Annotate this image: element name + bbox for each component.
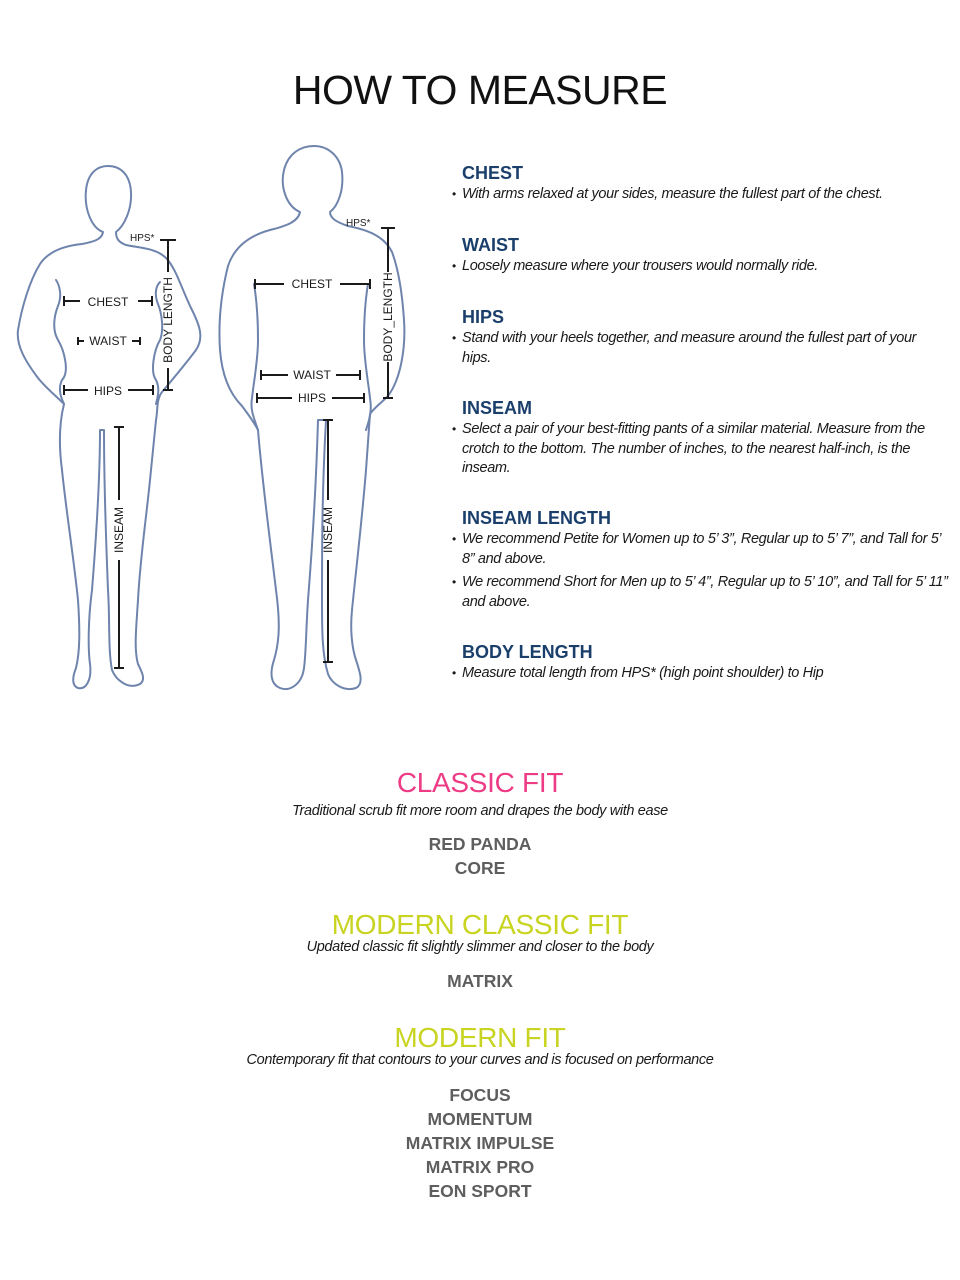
- section-heading: CHEST: [462, 163, 524, 183]
- section-heading: BODY LENGTH: [462, 642, 593, 662]
- instruction-bullet: • With arms relaxed at your sides, measure the fullest part of the chest.: [452, 185, 952, 205]
- instruction-bullet: • Stand with your heels together, and measure around the fullest part of your hips.: [452, 329, 942, 368]
- section-inseam: [452, 397, 952, 479]
- fit-modern: [0, 1020, 960, 1203]
- section-heading: HIPS: [462, 307, 505, 327]
- male-hips-label: HIPS: [297, 391, 327, 405]
- fit-title: MODERN CLASSIC FIT: [331, 909, 629, 940]
- fit-product: EON SPORT: [428, 1181, 532, 1201]
- section-body-length: [452, 641, 952, 684]
- female-chest-label: CHEST: [87, 295, 129, 309]
- fit-product: CORE: [454, 858, 506, 878]
- fit-product-list: [0, 969, 960, 993]
- instruction-bullet: • Loosely measure where your trousers would normally ride.: [452, 257, 952, 277]
- fit-product-list: [0, 1083, 960, 1203]
- section-waist: [452, 234, 952, 277]
- fit-product: FOCUS: [449, 1085, 511, 1105]
- instruction-bullet: • We recommend Short for Men up to 5’ 4”, Regular up to 5’ 10”, and Tall for 5’ 11” and above.: [452, 573, 952, 612]
- fit-description: Updated classic fit slightly slimmer and closer to the body: [306, 939, 654, 955]
- page-title: HOW TO MEASURE: [292, 67, 668, 114]
- section-chest: [452, 162, 952, 205]
- body-diagram-illustration: [0, 130, 440, 710]
- fit-product: MATRIX PRO: [425, 1157, 535, 1177]
- male-waist-label: WAIST: [293, 368, 331, 382]
- section-heading: INSEAM LENGTH: [462, 508, 612, 528]
- fit-classic: [0, 765, 960, 880]
- fit-description: Contemporary fit that contours to your curves and is focused on performance: [246, 1052, 714, 1068]
- measurement-figures: [0, 130, 440, 710]
- section-heading: WAIST: [462, 235, 519, 255]
- section-heading: INSEAM: [462, 398, 533, 418]
- instruction-bullet: • We recommend Petite for Women up to 5’ 3”, Regular up to 5’ 7”, and Tall for 5’ 8” and above.: [452, 530, 952, 569]
- female-hips-label: HIPS: [93, 384, 123, 398]
- fit-title: MODERN FIT: [394, 1022, 566, 1053]
- fit-product: MATRIX: [447, 971, 513, 991]
- fit-description: Traditional scrub fit more room and drapes the body with ease: [292, 803, 668, 819]
- fit-guide: [0, 765, 960, 1203]
- female-body-length-label: BODY LENGTH: [161, 277, 175, 363]
- female-waist-label: WAIST: [89, 334, 127, 348]
- male-figure-outline: [219, 146, 404, 689]
- male-body-length-label: BODY_LENGTH: [381, 272, 395, 362]
- female-inseam-label: INSEAM: [112, 506, 126, 554]
- female-figure-outline: [18, 166, 201, 688]
- fit-modern-classic: [0, 907, 960, 993]
- female-hps-label: HPS*: [130, 233, 155, 244]
- section-hips: [452, 306, 942, 368]
- instruction-bullet: • Measure total length from HPS* (high point shoulder) to Hip: [452, 664, 952, 684]
- male-chest-label: CHEST: [291, 277, 333, 291]
- section-inseam-length: [452, 507, 952, 612]
- fit-title: CLASSIC FIT: [396, 767, 564, 798]
- fit-product: MOMENTUM: [427, 1109, 533, 1129]
- instruction-bullet: • Select a pair of your best-fitting pants of a similar material. Measure from the crotch to the bottom. The number of inches, to the nearest half-inch, is the inseam.: [452, 420, 952, 479]
- male-inseam-label: INSEAM: [321, 506, 335, 554]
- fit-product-list: [0, 832, 960, 880]
- fit-product: MATRIX IMPULSE: [405, 1133, 555, 1153]
- fit-product: RED PANDA: [428, 834, 532, 854]
- male-hps-label: HPS*: [346, 218, 371, 229]
